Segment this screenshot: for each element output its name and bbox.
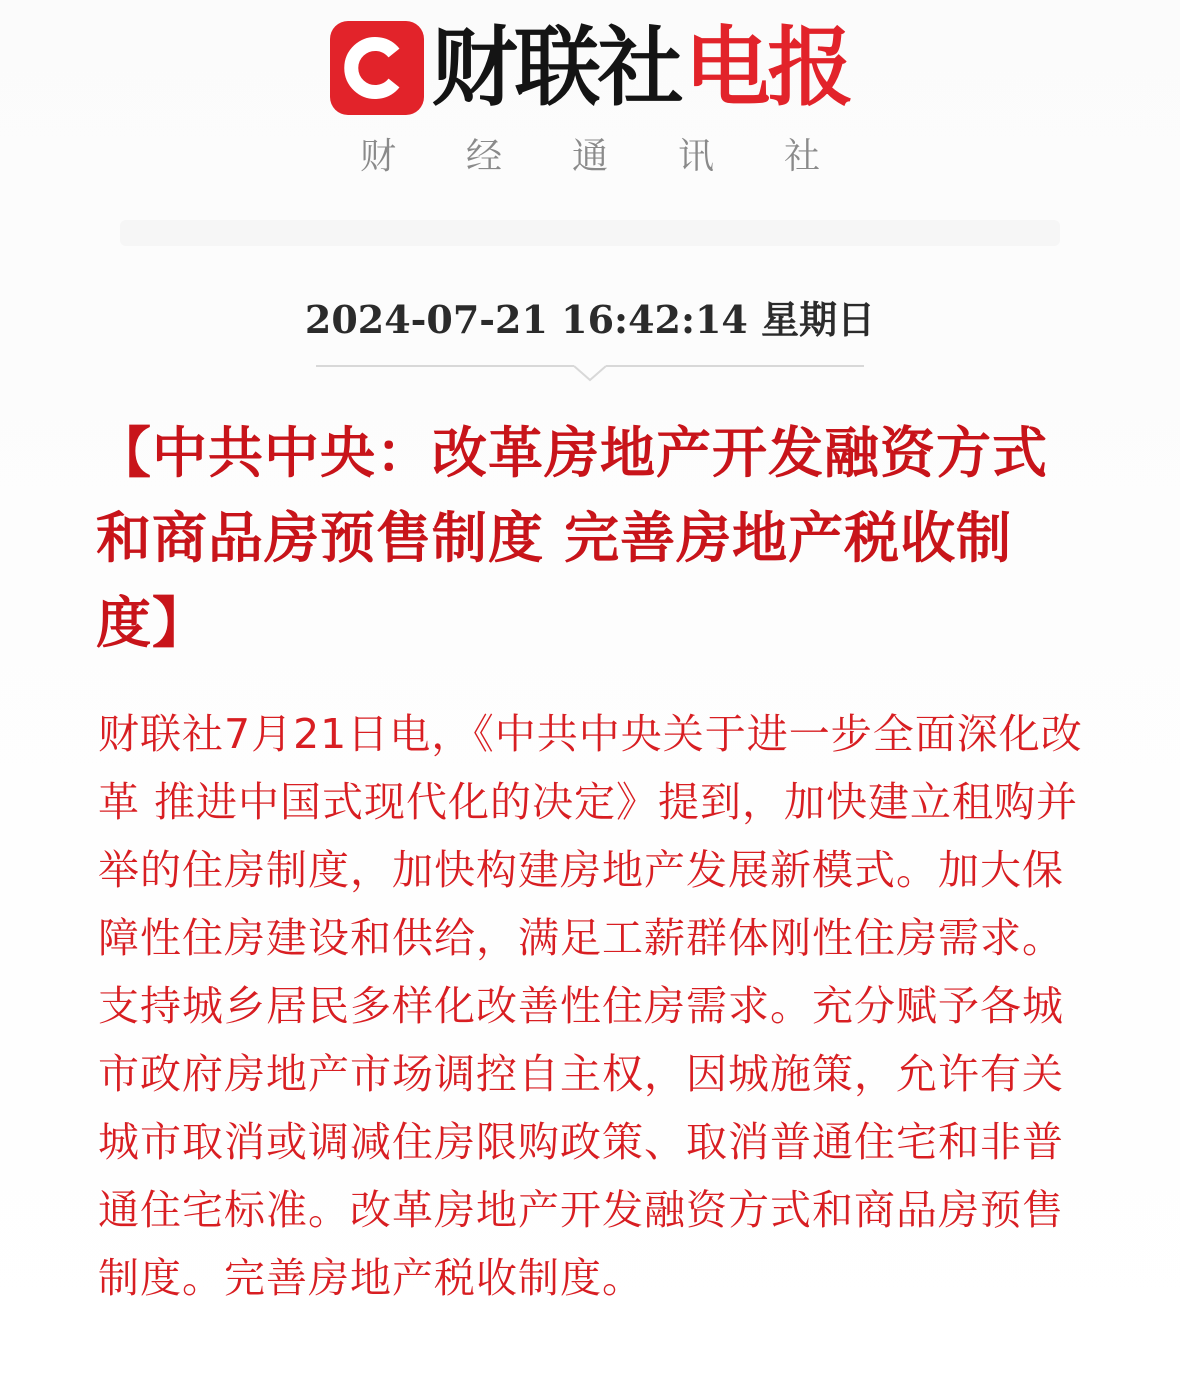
header-divider-band <box>120 220 1060 246</box>
brand-subtitle: 财经通讯社 <box>359 136 890 177</box>
article-headline: 【中共中央：改革房地产开发融资方式和商品房预售制度 完善房地产税收制度】 <box>96 420 1049 655</box>
publish-datetime: 2024-07-21 16:42:14 星期日 <box>304 297 876 342</box>
article-body: 财联社7月21日电，《中共中央关于进一步全面深化改革 推进中国式现代化的决定》提到，加快建立租购并举的住房制度，加快构建房地产发展新模式。加大保障性住房建设和供给，满足工薪群体刚性住房需求。支持城乡居民多样化改善性住房需求。充分赋予各城市政府房地产市场调控自主权，因城施策，允许有关城市取消或调减住房限购政策、取消普通住宅和非普通住宅标准。改革房地产开发融资方式和商品房预售制度。完善房地产税收制度。 <box>98 710 1083 1302</box>
brand-product: 电报 <box>684 18 851 118</box>
letter-c-logo-icon <box>330 21 424 115</box>
brand-name: 财联社 <box>431 18 681 118</box>
brand-logo <box>0 18 1180 118</box>
date-divider <box>316 362 864 384</box>
